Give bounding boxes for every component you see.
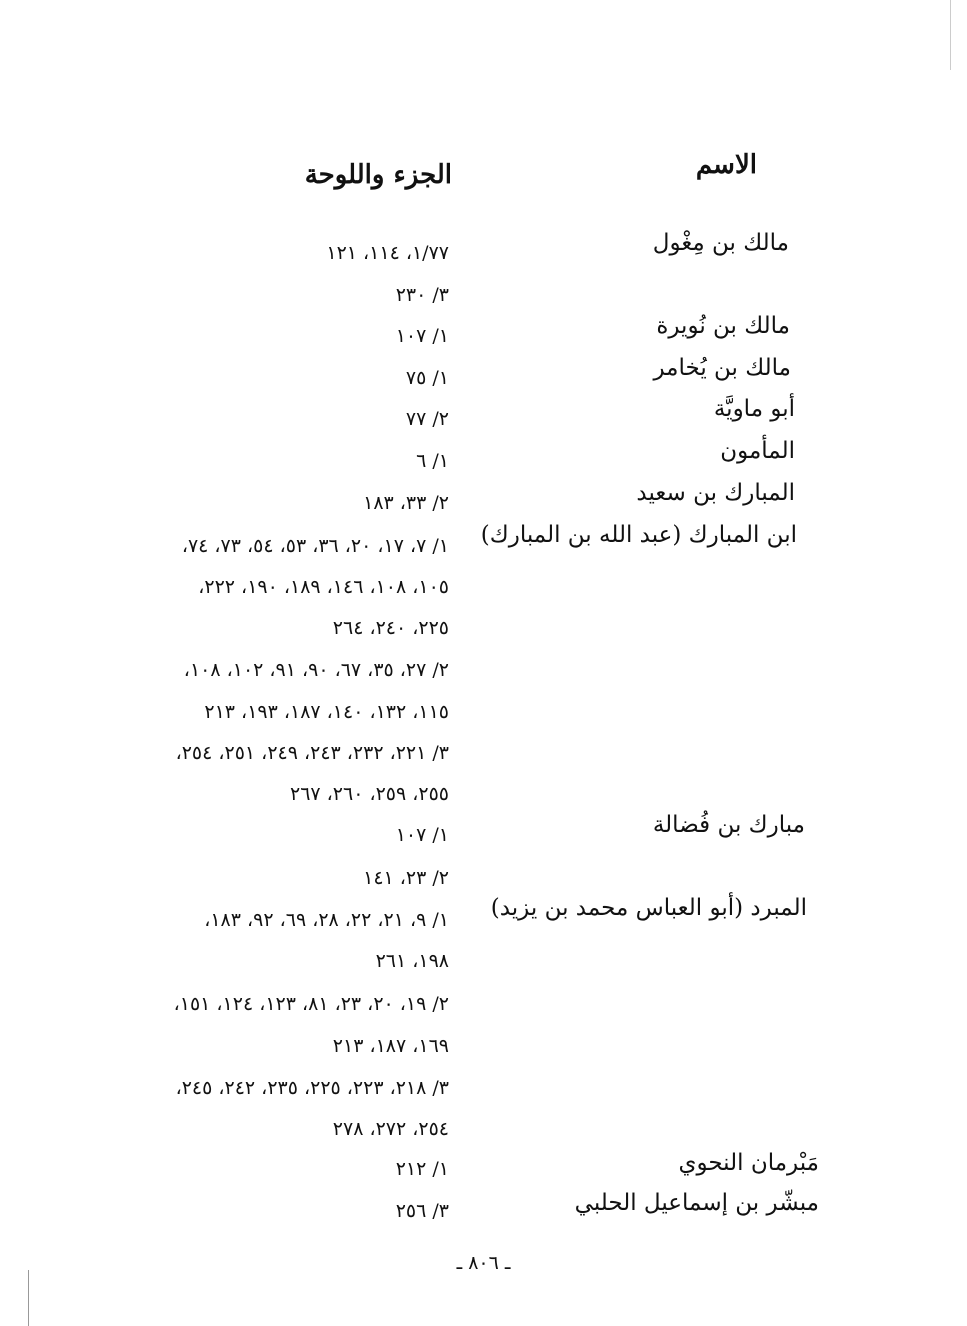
name-column-header: الاسم	[695, 150, 757, 180]
index-ref: ١/٧٧، ١١٤، ١٢١	[326, 242, 449, 264]
index-name: مبارك بن فُضالة	[652, 812, 805, 838]
index-ref: ١٦٩، ١٨٧، ٢١٣	[332, 1035, 449, 1057]
index-ref: ١/ ١٠٧	[395, 824, 449, 846]
index-name: أبو ماويَّة	[713, 396, 795, 422]
index-ref: ١٩٨، ٢٦١	[375, 950, 449, 972]
index-ref: ٢/ ٣٣، ١٨٣	[363, 492, 449, 514]
ref-column-header: الجزء واللوحة	[304, 160, 452, 190]
index-name: مالك بن يُخامر	[653, 355, 791, 381]
index-ref: ١/ ٦	[416, 450, 449, 472]
index-ref: ١/ ٧٥	[405, 367, 449, 389]
index-ref: ١٠٥، ١٠٨، ١٤٦، ١٨٩، ١٩٠، ٢٢٢،	[198, 576, 449, 598]
index-name: مبشّر بن إسماعيل الحلبي	[574, 1190, 819, 1216]
scan-edge-mark	[950, 0, 951, 70]
index-name: مَبْرمان النحوي	[678, 1150, 819, 1176]
index-name: ابن المبارك (عبد الله بن المبارك)	[480, 522, 797, 548]
index-ref: ١١٥، ١٣٢، ١٤٠، ١٨٧، ١٩٣، ٢١٣	[204, 701, 449, 723]
index-ref: ٣/ ٢٣٠	[395, 284, 449, 306]
index-ref: ١/ ٢١٢	[395, 1158, 449, 1180]
index-ref: ٢/ ١٩، ٢٠، ٢٣، ٨١، ١٢٣، ١٢٤، ١٥١،	[173, 993, 449, 1015]
index-ref: ٣/ ٢١٨، ٢٢٣، ٢٢٥، ٢٣٥، ٢٤٢، ٢٤٥،	[175, 1077, 449, 1099]
scan-edge-mark	[28, 1270, 29, 1326]
index-name: المبرد (أبو العباس محمد بن يزيد)	[490, 895, 807, 921]
index-name: المأمون	[720, 438, 795, 464]
index-ref: ٢/ ٧٧	[405, 408, 449, 430]
index-name: مالك بن نُويرة	[656, 313, 790, 339]
index-ref: ٣/ ٢٢١، ٢٣٢، ٢٤٣، ٢٤٩، ٢٥١، ٢٥٤،	[175, 742, 449, 764]
index-ref: ١/ ٧، ١٧، ٢٠، ٣٦، ٥٣، ٥٤، ٧٣، ٧٤،	[181, 535, 449, 557]
index-ref: ٢٥٤، ٢٧٢، ٢٧٨	[332, 1118, 449, 1140]
index-ref: ٣/ ٢٥٦	[395, 1200, 449, 1222]
index-ref: ١/ ٩، ٢١، ٢٢، ٢٨، ٦٩، ٩٢، ١٨٣،	[204, 909, 449, 931]
index-name: مالك بن مِغْول	[652, 230, 789, 256]
page-number: ـ ٨٠٦ ـ	[456, 1252, 511, 1274]
index-ref: ١/ ١٠٧	[395, 325, 449, 347]
index-ref: ٢/ ٢٧، ٣٥، ٦٧، ٩٠، ٩١، ١٠٢، ١٠٨،	[183, 659, 449, 681]
index-name: المبارك بن سعيد	[636, 480, 795, 506]
index-ref: ٢/ ٢٣، ١٤١	[363, 867, 449, 889]
index-ref: ٢٢٥، ٢٤٠، ٢٦٤	[332, 617, 449, 639]
index-ref: ٢٥٥، ٢٥٩، ٢٦٠، ٢٦٧	[289, 783, 449, 805]
